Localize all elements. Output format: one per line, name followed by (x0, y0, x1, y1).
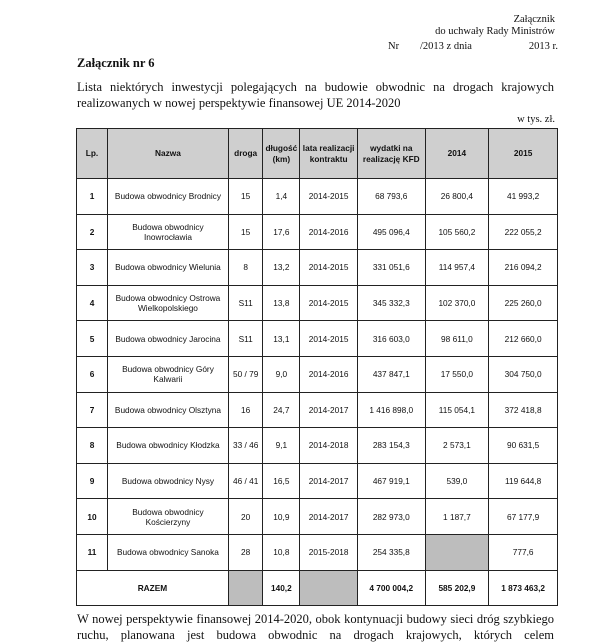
cell-kfd: 467 919,1 (358, 463, 426, 499)
cell-2014-empty (425, 534, 489, 570)
cell-2015: 212 660,0 (489, 321, 558, 357)
cell-lp: 7 (77, 392, 108, 428)
attachment-header (435, 14, 555, 38)
intro-paragraph: Lista niektórych inwestycji polegających na budowie obwodnic na drogach krajowych realizowanych w nowej perspektywie finansowej UE 2014-2020 (77, 80, 554, 110)
cell-years: 2014-2015 (300, 250, 358, 286)
cell-road: 33 / 46 (228, 428, 263, 464)
cell-2014: 115 054,1 (425, 392, 489, 428)
cell-road: 15 (228, 179, 263, 215)
cell-road: 20 (228, 499, 263, 535)
cell-2015: 41 993,2 (489, 179, 558, 215)
cell-road: 28 (228, 534, 263, 570)
cell-2015: 225 260,0 (489, 285, 558, 321)
investments-table (76, 128, 558, 606)
cell-years: 2014-2018 (300, 428, 358, 464)
col-header-name: Nazwa (108, 129, 229, 179)
outro-paragraph: W nowej perspektywie finansowej 2014-2020, obok kontynuacji budowy sieci dróg szybkiego ruchu, planowana jest budowa obwodnic na drogach krajowych, których celem (77, 612, 554, 642)
unit-label: w tys. zł. (517, 114, 555, 125)
cell-lp: 2 (77, 214, 108, 250)
cell-name: Budowa obwodnicy Brodnicy (108, 179, 229, 215)
cell-2015: 222 055,2 (489, 214, 558, 250)
cell-road: 15 (228, 214, 263, 250)
cell-lp: 8 (77, 428, 108, 464)
total-kfd: 4 700 004,2 (358, 570, 426, 606)
cell-years: 2014-2015 (300, 179, 358, 215)
cell-lp: 10 (77, 499, 108, 535)
cell-2015: 304 750,0 (489, 356, 558, 392)
table-row (77, 534, 558, 570)
cell-kfd: 283 154,3 (358, 428, 426, 464)
cell-years: 2014-2017 (300, 463, 358, 499)
cell-name: Budowa obwodnicy Wielunia (108, 250, 229, 286)
cell-length: 13,1 (263, 321, 300, 357)
attachment-label: Załącznik (513, 14, 555, 25)
cell-length: 10,8 (263, 534, 300, 570)
cell-road: 8 (228, 250, 263, 286)
cell-kfd: 331 051,6 (358, 250, 426, 286)
cell-name: Budowa obwodnicy Sanoka (108, 534, 229, 570)
cell-2015: 119 644,8 (489, 463, 558, 499)
cell-name: Budowa obwodnicy Olsztyna (108, 392, 229, 428)
cell-road: 46 / 41 (228, 463, 263, 499)
cell-2014: 114 957,4 (425, 250, 489, 286)
total-row (77, 570, 558, 606)
table-row (77, 392, 558, 428)
cell-length: 9,1 (263, 428, 300, 464)
cell-lp: 1 (77, 179, 108, 215)
cell-2014: 102 370,0 (425, 285, 489, 321)
table-row (77, 499, 558, 535)
cell-2014: 2 573,1 (425, 428, 489, 464)
cell-road: S11 (228, 285, 263, 321)
cell-kfd: 68 793,6 (358, 179, 426, 215)
cell-2014: 105 560,2 (425, 214, 489, 250)
table-row (77, 179, 558, 215)
cell-road: 16 (228, 392, 263, 428)
cell-length: 17,6 (263, 214, 300, 250)
year-label: 2013 r. (528, 41, 558, 52)
cell-kfd: 495 096,4 (358, 214, 426, 250)
col-header-lp: Lp. (77, 129, 108, 179)
cell-length: 13,2 (263, 250, 300, 286)
table-header-row (77, 129, 558, 179)
cell-road: S11 (228, 321, 263, 357)
cell-lp: 5 (77, 321, 108, 357)
table-row (77, 214, 558, 250)
nr-label: Nr (388, 41, 400, 52)
cell-name: Budowa obwodnicy Inowrocławia (108, 214, 229, 250)
cell-length: 24,7 (263, 392, 300, 428)
cell-years: 2014-2015 (300, 285, 358, 321)
cell-kfd: 345 332,3 (358, 285, 426, 321)
total-length: 140,2 (263, 570, 300, 606)
table-row (77, 285, 558, 321)
cell-2014: 539,0 (425, 463, 489, 499)
cell-length: 1,4 (263, 179, 300, 215)
document-title: Załącznik nr 6 (77, 56, 155, 70)
cell-name: Budowa obwodnicy Kościerzyny (108, 499, 229, 535)
cell-length: 9,0 (263, 356, 300, 392)
cell-years: 2015-2018 (300, 534, 358, 570)
cell-length: 10,9 (263, 499, 300, 535)
col-header-2015: 2015 (489, 129, 558, 179)
total-label: RAZEM (77, 570, 229, 606)
cell-name: Budowa obwodnicy Góry Kalwarii (108, 356, 229, 392)
cell-2015: 777,6 (489, 534, 558, 570)
cell-years: 2014-2017 (300, 392, 358, 428)
table-row (77, 321, 558, 357)
table-row (77, 428, 558, 464)
cell-kfd: 1 416 898,0 (358, 392, 426, 428)
total-2014: 585 202,9 (425, 570, 489, 606)
total-years-empty (300, 570, 358, 606)
col-header-years: lata realizacji kontraktu (300, 129, 358, 179)
cell-name: Budowa obwodnicy Nysy (108, 463, 229, 499)
total-2015: 1 873 463,2 (489, 570, 558, 606)
cell-name: Budowa obwodnicy Jarocina (108, 321, 229, 357)
cell-lp: 6 (77, 356, 108, 392)
cell-name: Budowa obwodnicy Kłodzka (108, 428, 229, 464)
cell-2015: 90 631,5 (489, 428, 558, 464)
cell-2015: 216 094,2 (489, 250, 558, 286)
cell-years: 2014-2016 (300, 214, 358, 250)
cell-kfd: 316 603,0 (358, 321, 426, 357)
cell-kfd: 282 973,0 (358, 499, 426, 535)
cell-lp: 4 (77, 285, 108, 321)
col-header-length: długość (km) (263, 129, 300, 179)
cell-2015: 67 177,9 (489, 499, 558, 535)
table-row (77, 250, 558, 286)
cell-2015: 372 418,8 (489, 392, 558, 428)
cell-years: 2014-2015 (300, 321, 358, 357)
cell-kfd: 254 335,8 (358, 534, 426, 570)
table-row (77, 356, 558, 392)
cell-years: 2014-2017 (300, 499, 358, 535)
resolution-label: do uchwały Rady Ministrów (435, 26, 555, 37)
table-row (77, 463, 558, 499)
cell-lp: 9 (77, 463, 108, 499)
cell-length: 16,5 (263, 463, 300, 499)
cell-lp: 11 (77, 534, 108, 570)
cell-kfd: 437 847,1 (358, 356, 426, 392)
cell-2014: 17 550,0 (425, 356, 489, 392)
cell-2014: 1 187,7 (425, 499, 489, 535)
cell-2014: 98 611,0 (425, 321, 489, 357)
cell-2014: 26 800,4 (425, 179, 489, 215)
cell-lp: 3 (77, 250, 108, 286)
total-road-empty (228, 570, 263, 606)
cell-years: 2014-2016 (300, 356, 358, 392)
date-label: /2013 z dnia (420, 41, 472, 52)
col-header-road: droga (228, 129, 263, 179)
col-header-kfd: wydatki na realizację KFD (358, 129, 426, 179)
cell-road: 50 / 79 (228, 356, 263, 392)
col-header-2014: 2014 (425, 129, 489, 179)
cell-length: 13,8 (263, 285, 300, 321)
cell-name: Budowa obwodnicy Ostrowa Wielkopolskiego (108, 285, 229, 321)
